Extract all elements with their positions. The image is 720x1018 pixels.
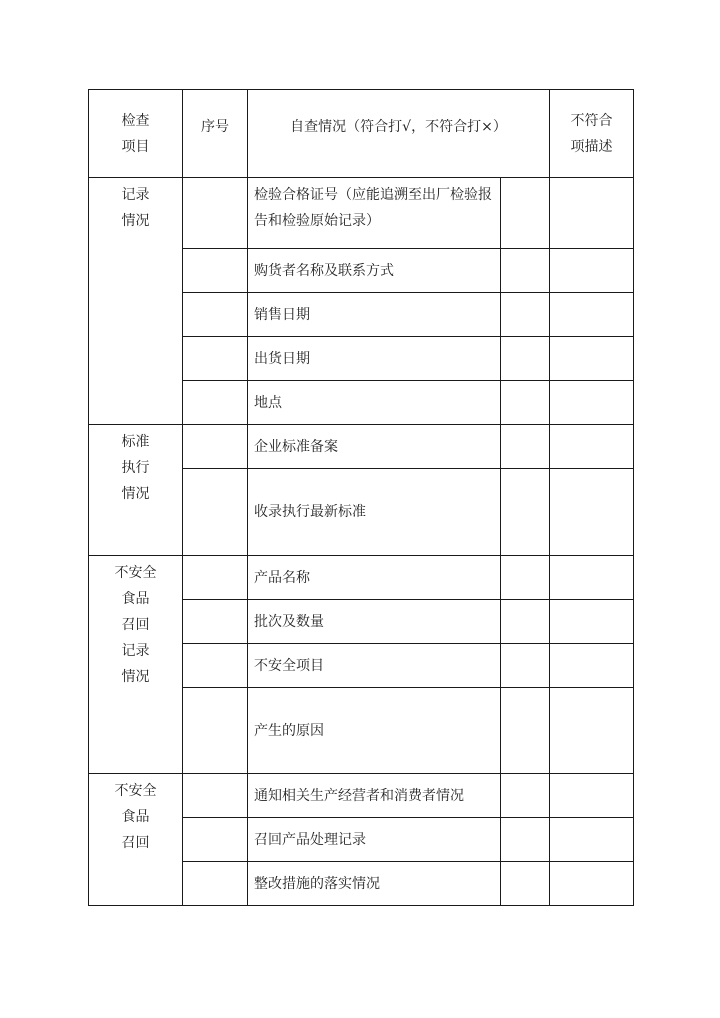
check-cell[interactable] [501, 381, 550, 425]
item-cell: 企业标准备案 [248, 425, 501, 469]
check-cell[interactable] [501, 469, 550, 556]
description-cell[interactable] [550, 293, 634, 337]
description-cell[interactable] [550, 381, 634, 425]
description-cell[interactable] [550, 337, 634, 381]
check-cell[interactable] [501, 178, 550, 249]
header-noncompliance: 不符合 项描述 [550, 90, 634, 178]
check-cell[interactable] [501, 644, 550, 688]
inspection-table [88, 89, 634, 906]
item-cell: 批次及数量 [248, 600, 501, 644]
item-cell: 收录执行最新标准 [248, 469, 501, 556]
header-row [89, 90, 634, 178]
item-cell: 购货者名称及联系方式 [248, 249, 501, 293]
item-cell: 产品名称 [248, 556, 501, 600]
category-cell-recall-records: 不安全 食品 召回 记录 情况 [89, 556, 183, 774]
item-cell: 出货日期 [248, 337, 501, 381]
seq-cell[interactable] [183, 469, 248, 556]
table-row [89, 178, 634, 249]
check-cell[interactable] [501, 774, 550, 818]
table-row [89, 425, 634, 469]
table-row [89, 556, 634, 600]
description-cell[interactable] [550, 600, 634, 644]
category-cell-recall: 不安全 食品 召回 [89, 774, 183, 906]
description-cell[interactable] [550, 774, 634, 818]
item-cell: 不安全项目 [248, 644, 501, 688]
check-cell[interactable] [501, 425, 550, 469]
check-cell[interactable] [501, 337, 550, 381]
seq-cell[interactable] [183, 774, 248, 818]
item-cell: 通知相关生产经营者和消费者情况 [248, 774, 501, 818]
header-seq: 序号 [183, 90, 248, 178]
check-cell[interactable] [501, 249, 550, 293]
check-cell[interactable] [501, 818, 550, 862]
seq-cell[interactable] [183, 425, 248, 469]
seq-cell[interactable] [183, 178, 248, 249]
seq-cell[interactable] [183, 688, 248, 774]
item-cell: 地点 [248, 381, 501, 425]
category-cell-standards: 标准 执行 情况 [89, 425, 183, 556]
seq-cell[interactable] [183, 862, 248, 906]
check-cell[interactable] [501, 556, 550, 600]
seq-cell[interactable] [183, 249, 248, 293]
seq-cell[interactable] [183, 818, 248, 862]
check-cell[interactable] [501, 688, 550, 774]
description-cell[interactable] [550, 688, 634, 774]
description-cell[interactable] [550, 862, 634, 906]
check-cell[interactable] [501, 293, 550, 337]
check-cell[interactable] [501, 600, 550, 644]
description-cell[interactable] [550, 425, 634, 469]
seq-cell[interactable] [183, 337, 248, 381]
item-cell: 召回产品处理记录 [248, 818, 501, 862]
seq-cell[interactable] [183, 381, 248, 425]
description-cell[interactable] [550, 249, 634, 293]
item-cell: 销售日期 [248, 293, 501, 337]
description-cell[interactable] [550, 818, 634, 862]
category-cell-records: 记录 情况 [89, 178, 183, 425]
item-cell: 整改措施的落实情况 [248, 862, 501, 906]
table-row [89, 774, 634, 818]
seq-cell[interactable] [183, 556, 248, 600]
seq-cell[interactable] [183, 600, 248, 644]
check-cell[interactable] [501, 862, 550, 906]
description-cell[interactable] [550, 644, 634, 688]
seq-cell[interactable] [183, 293, 248, 337]
description-cell[interactable] [550, 178, 634, 249]
header-category: 检查 项目 [89, 90, 183, 178]
item-cell: 产生的原因 [248, 688, 501, 774]
description-cell[interactable] [550, 469, 634, 556]
description-cell[interactable] [550, 556, 634, 600]
item-cell: 检验合格证号（应能追溯至出厂检验报告和检验原始记录） [248, 178, 501, 249]
seq-cell[interactable] [183, 644, 248, 688]
header-self-check: 自查情况（符合打√，不符合打×） [248, 90, 550, 178]
